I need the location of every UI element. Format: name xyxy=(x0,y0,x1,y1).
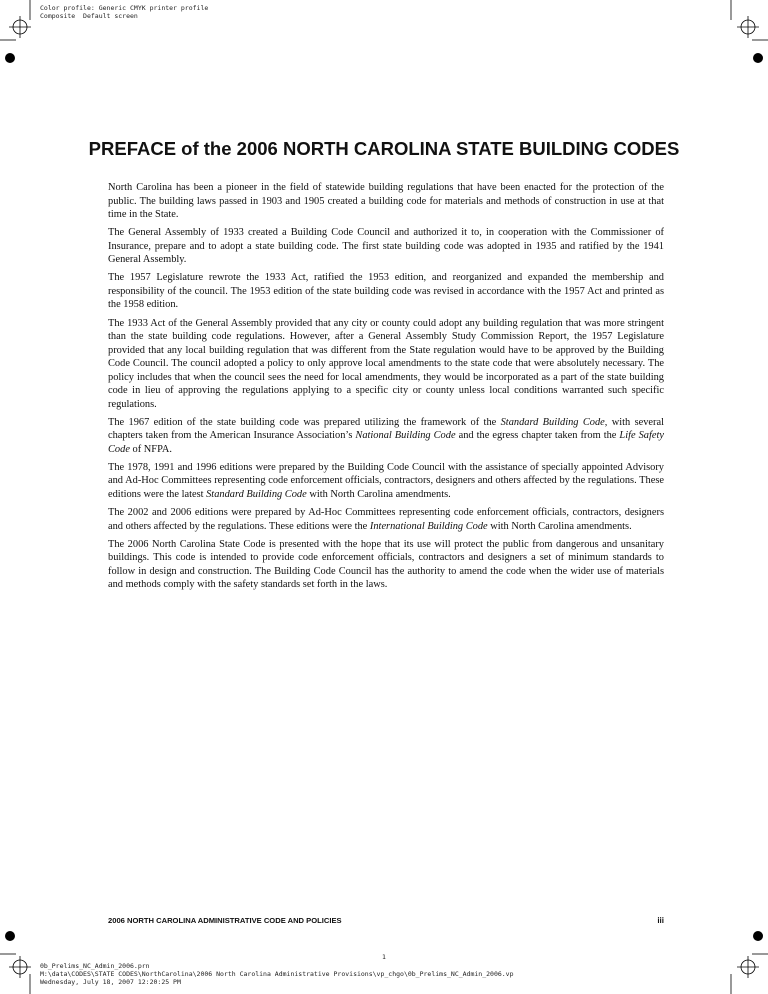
printer-timestamp: Wednesday, July 18, 2007 12:20:25 PM xyxy=(40,978,181,986)
preface-paragraph xyxy=(108,181,664,222)
page-number-roman: iii xyxy=(657,916,664,925)
preface-paragraph xyxy=(108,226,664,267)
code-title-italic: Standard Building Code xyxy=(206,488,307,500)
printer-composite-line: Composite Default screen xyxy=(40,12,138,20)
printer-profile-line: Color profile: Generic CMYK printer profile xyxy=(40,4,209,12)
paragraph-text: and the egress chapter taken from the xyxy=(455,430,620,442)
code-title-italic: International Building Code xyxy=(369,520,488,532)
preface-paragraph xyxy=(108,506,664,533)
code-title-italic: Life Safety Code xyxy=(108,430,665,455)
code-title-italic: Standard Building Code xyxy=(500,416,605,428)
preface-paragraph xyxy=(108,271,664,312)
preface-body xyxy=(108,181,664,597)
preface-paragraph xyxy=(108,317,664,412)
paragraph-text: The 1933 Act of the General Assembly provided that any city or county could adopt any building regulation that was more stringent than the state building code regulations. However, after a General Assembly Study Commission Report, the 1957 Legislature provided that any local building regulation that was different from the State regulation would have to be approved by the Building Code Council. The council adopted a policy to only approve local amendments to the state code that were absolutely necessary. The policy includes that when the council sees the need for local amendments, they would be incorporated as a part of the state building code in lieu of approving the regulations applying to a specific city or county unless local conditions warranted such specific regulations. xyxy=(108,317,664,410)
paragraph-text: with North Carolina amendments. xyxy=(487,520,632,532)
paragraph-text: with North Carolina amendments. xyxy=(306,488,451,500)
preface-paragraph xyxy=(108,461,664,502)
preface-paragraph xyxy=(108,416,664,457)
paragraph-text: The 2006 North Carolina State Code is presented with the hope that its use will protect the public from dangerous and unsanitary buildings. This code is intended to provide code enforcement officials, contractors and designers a set of minimum standards to follow in design and construction. The Building Code Council has the authority to amend the code when the wider use of materials and methods comply with the safety standards set forth in the laws. xyxy=(108,538,664,591)
printer-filename: 0b_Prelims_NC_Admin_2006.prn xyxy=(40,962,150,970)
paragraph-text: The 1967 edition of the state building code was prepared utilizing the framework of the xyxy=(108,416,501,428)
paragraph-text: The General Assembly of 1933 created a Building Code Council and authorized it to, in cooperation with the Commissioner of Insurance, prepare and to adopt a state building code. The first state building code was adopted in 1935 and ratified by the 1941 General Assembly. xyxy=(108,227,664,266)
paragraph-text: The 1978, 1991 and 1996 editions were prepared by the Building Code Council with the assistance of specially appointed Advisory and Ad-Hoc Committees representing code enforcement officials, contractors, designers and others affected by the regulations. These editions were the latest xyxy=(108,461,664,500)
paragraph-text: The 1957 Legislature rewrote the 1933 Act, ratified the 1953 edition, and reorganized and expanded the membership and responsibility of the council. The 1953 edition of the state building code was revised in accordance with the 1957 Act and printed as the 1958 edition. xyxy=(108,272,664,311)
paragraph-text: The 2002 and 2006 editions were prepared by Ad-Hoc Committees representing code enforcement officials, contractors, designers and others affected by the regulations. These editions were the xyxy=(108,507,664,532)
preface-paragraph xyxy=(108,538,664,592)
printer-page-number: 1 xyxy=(382,953,386,961)
paragraph-text: North Carolina has been a pioneer in the field of statewide building regulations that have been enacted for the protection of the public. The building laws passed in 1903 and 1905 created a building code for materials and methods of construction in use at that time in the State. xyxy=(108,182,664,220)
printer-path: M:\data\CODES\STATE CODES\NorthCarolina\2006 North Carolina Administrative Provisions\vp_chgo\0b_Prelims_NC_Admin_2006.vp xyxy=(40,970,514,978)
page-title: PREFACE of the 2006 NORTH CAROLINA STATE BUILDING CODES xyxy=(88,138,680,159)
running-footer-title: 2006 NORTH CAROLINA ADMINISTRATIVE CODE AND POLICIES xyxy=(108,916,342,925)
code-title-italic: National Building Code xyxy=(355,430,456,442)
paragraph-text: of NFPA. xyxy=(129,443,172,455)
paragraph-text: , with several chapters taken from the American Insurance Association’s xyxy=(108,416,664,442)
